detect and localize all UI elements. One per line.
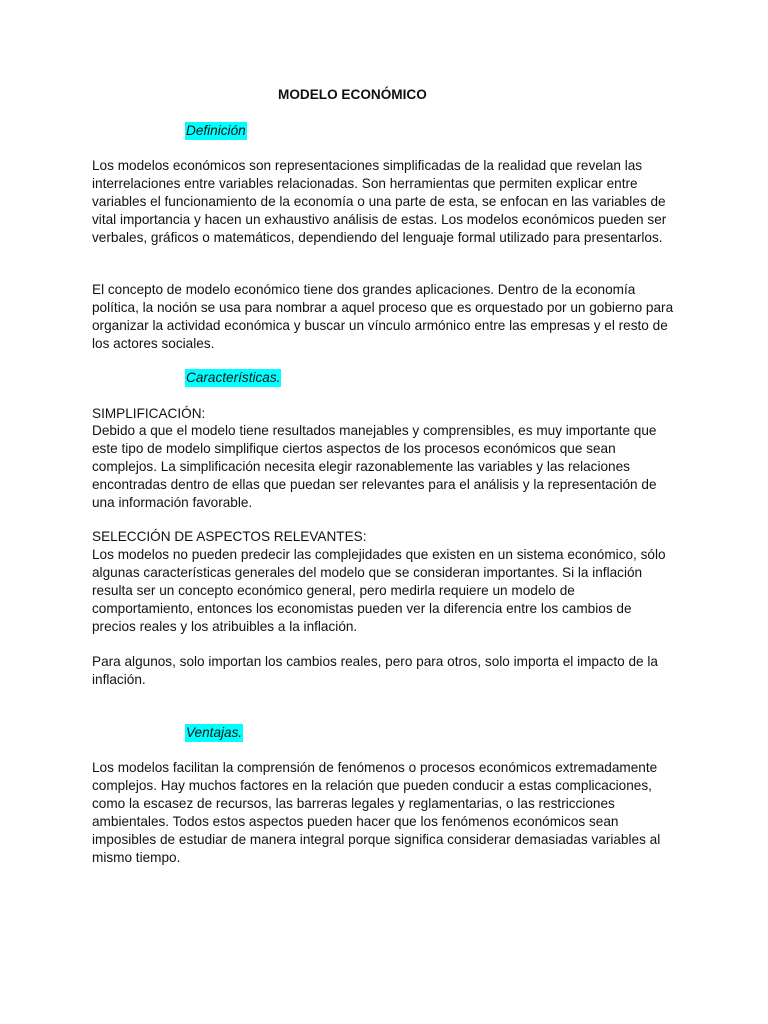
section-heading-caracteristicas: Características. <box>186 370 281 385</box>
paragraph-simplificacion: Debido a que el modelo tiene resultados manejables y comprensibles, es muy importante que este tipo de modelo simplifique ciertos aspectos de los procesos económicos que sean complejos. La simplificación necesita elegir razonablemente las variables y las relaciones encontradas dentro de ellas que puedan ser relevantes para el análisis y la representación de una información favorable. <box>92 423 657 510</box>
paragraph-definicion-1: Los modelos económicos son representaciones simplificadas de la realidad que revelan las interrelaciones entre variables relacionadas. Son herramientas que permiten explicar entre variables el funcionamiento de la economía o una parte de esta, se enfocan en las variables de vital importancia y hacen un exhaustivo análisis de estas. Los modelos económicos pueden ser verbales, gráficos o matemáticos, dependiendo del lenguaje formal utilizado para presentarlos. <box>92 158 667 245</box>
section-heading-definicion: Definición <box>186 123 246 138</box>
paragraph-closing: Para algunos, solo importan los cambios reales, pero para otros, solo importa el impacto de la inflación. <box>92 654 658 687</box>
page-title: MODELO ECONÓMICO <box>278 87 427 102</box>
label-simplificacion: SIMPLIFICACIÓN: <box>92 406 206 421</box>
section-heading-ventajas: Ventajas. <box>186 725 243 740</box>
paragraph-ventajas: Los modelos facilitan la comprensión de fenómenos o procesos económicos extremadamente complejos. Hay muchos factores en la relación que pueden conducir a estas complicaciones, como la escasez de recursos, las barreras legales y reglamentarias, o las restricciones ambientales. Todos estos aspectos pueden hacer que los fenómenos económicos sean imposibles de estudiar de manera integral porque significa considerar demasiadas variables al mismo tiempo. <box>92 760 661 865</box>
paragraph-definicion-2: El concepto de modelo económico tiene dos grandes aplicaciones. Dentro de la economía política, la noción se usa para nombrar a aquel proceso que es orquestado por un gobierno para organizar la actividad económica y buscar un vínculo armónico entre las empresas y el resto de los actores sociales. <box>92 282 674 351</box>
paragraph-seleccion: Los modelos no pueden predecir las complejidades que existen en un sistema económico, sólo algunas características generales del modelo que se consideran importantes. Si la inflación resulta ser un concepto económico general, pero medirla requiere un modelo de comportamiento, entonces los economistas pueden ver la diferencia entre los cambios de precios reales y los atribuibles a la inflación. <box>92 547 666 634</box>
label-seleccion: SELECCIÓN DE ASPECTOS RELEVANTES: <box>92 529 367 544</box>
